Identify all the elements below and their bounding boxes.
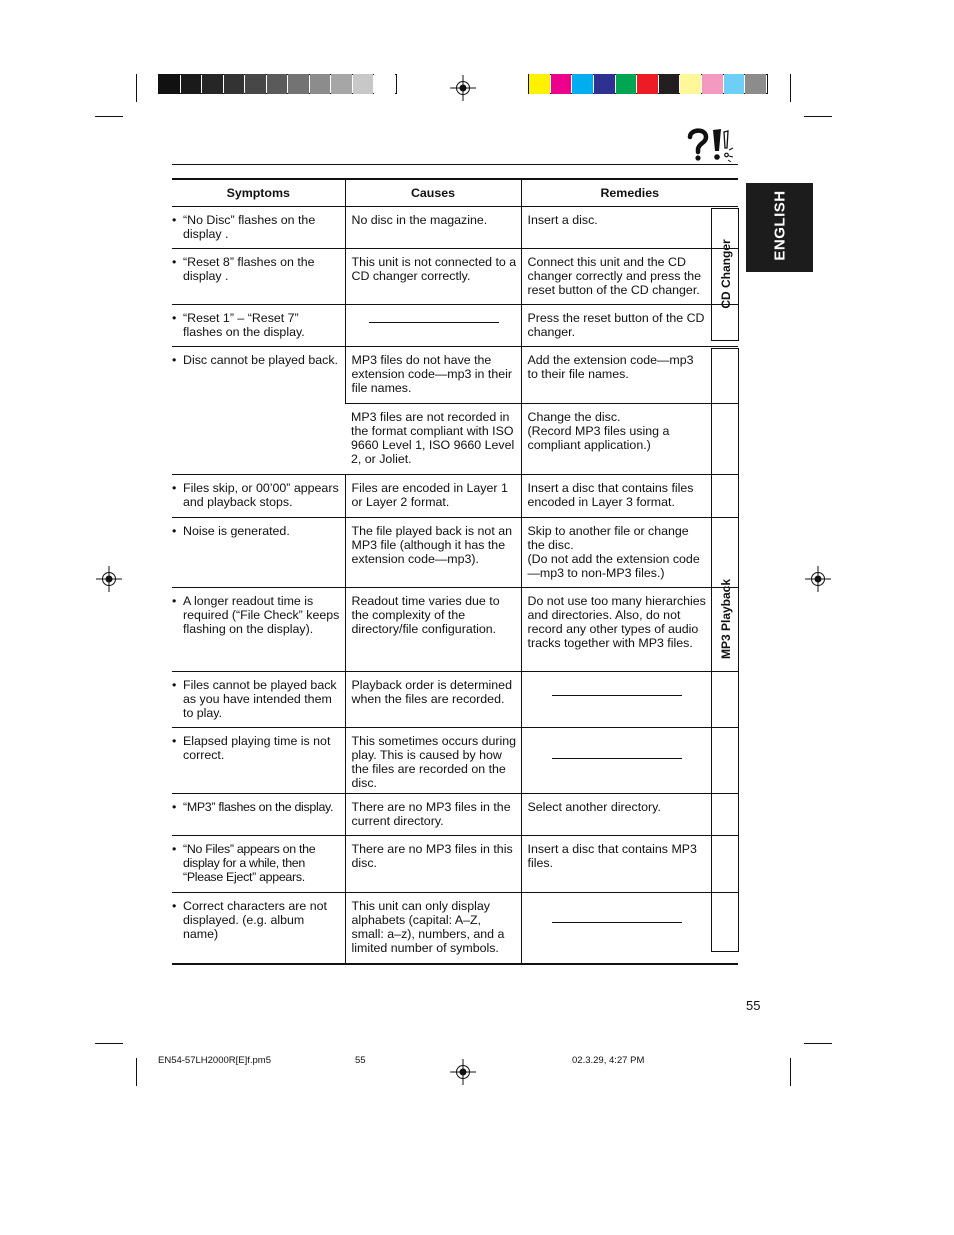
color-swatch xyxy=(331,74,352,94)
cause-text: Readout time varies due to the complexity of the directory/file configuration. xyxy=(351,594,500,636)
bullet: • xyxy=(172,842,177,856)
footer-filename: EN54-57LH2000R[E]f.pm5 xyxy=(158,1055,272,1066)
column-header-remedies: Remedies xyxy=(521,179,738,207)
color-swatch xyxy=(267,74,288,94)
crop-mark xyxy=(136,1058,137,1086)
remedy-text: Insert a disc that contains files encoded in Layer 3 format. xyxy=(527,481,694,509)
remedy-text: Connect this unit and the CD changer correctly and press the reset button of the CD changer. xyxy=(527,255,702,297)
color-swatch xyxy=(745,74,766,94)
color-swatch xyxy=(310,74,331,94)
registration-mark-icon xyxy=(96,566,122,592)
color-swatch xyxy=(702,74,723,94)
table-row xyxy=(172,672,738,728)
symptom-text: “Reset 1” – “Reset 7” flashes on the display. xyxy=(183,311,305,339)
crop-mark xyxy=(804,116,832,117)
footer-timestamp: 02.3.29, 4:27 PM xyxy=(572,1055,645,1066)
remedy-text: Skip to another file or change the disc. (Do not add the extension code—mp3 to non-MP3 files.) xyxy=(527,524,700,580)
header-rule xyxy=(172,164,738,165)
table-row xyxy=(172,728,738,794)
table-row xyxy=(172,893,738,964)
cause-text: Files are encoded in Layer 1 or Layer 2 format. xyxy=(351,481,508,509)
remedy-text: Select another directory. xyxy=(527,800,661,814)
table-row xyxy=(172,249,738,305)
color-calibration-bar xyxy=(528,74,768,94)
symptom-text: Correct characters are not displayed. (e.g. album name) xyxy=(183,899,327,941)
remedy-text: Insert a disc that contains MP3 files. xyxy=(527,842,697,870)
crop-mark xyxy=(804,1043,832,1044)
page-number: 55 xyxy=(746,998,761,1013)
symptom-text: A longer readout time is required (“File Check” keeps flashing on the display). xyxy=(183,594,340,636)
symptom-text: Disc cannot be played back. xyxy=(183,353,338,367)
section-label-mp3-playback: MP3 Playback xyxy=(719,578,733,660)
color-swatch xyxy=(659,74,680,94)
column-header-causes: Causes xyxy=(345,179,521,207)
color-swatch xyxy=(616,74,637,94)
bullet: • xyxy=(172,734,177,748)
color-swatch xyxy=(680,74,701,94)
language-tab-label: ENGLISH xyxy=(771,190,789,261)
symptom-text: Noise is generated. xyxy=(183,524,290,538)
color-swatch xyxy=(181,74,202,94)
remedy-text: Add the extension code—mp3 to their file names. xyxy=(527,353,694,381)
table-row xyxy=(172,305,738,347)
symptom-text: “No Disc” flashes on the display . xyxy=(183,213,316,241)
grayscale-calibration-bar xyxy=(158,74,397,94)
cause-text: The file played back is not an MP3 file (although it has the extension code—mp3). xyxy=(351,524,512,566)
crop-mark xyxy=(95,116,123,117)
table-row xyxy=(172,347,738,404)
remedy-text: Do not use too many hierarchies and directories. Also, do not record any other types of audio tracks together with MP3 files. xyxy=(527,594,706,650)
cause-text: No disc in the magazine. xyxy=(351,213,488,227)
crop-mark xyxy=(95,1043,123,1044)
registration-mark-icon xyxy=(450,1059,476,1085)
color-swatch xyxy=(202,74,223,94)
color-swatch xyxy=(353,74,374,94)
cause-text: Playback order is determined when the files are recorded. xyxy=(351,678,512,706)
footer-page: 55 xyxy=(355,1055,366,1066)
table-row xyxy=(172,475,738,518)
remedy-text: Change the disc. (Record MP3 files using a compliant application.) xyxy=(527,410,670,452)
symptom-text: Files cannot be played back as you have intended them to play. xyxy=(183,678,337,720)
color-swatch xyxy=(594,74,615,94)
bullet: • xyxy=(172,353,177,367)
cause-text: MP3 files do not have the extension code—mp3 in their file names. xyxy=(351,353,512,395)
crop-mark xyxy=(790,74,791,102)
cause-text: There are no MP3 files in this disc. xyxy=(351,842,513,870)
cause-text: This unit can only display alphabets (capital: A–Z, small: a–z), numbers, and a limited number of symbols. xyxy=(351,899,505,955)
color-swatch xyxy=(529,74,550,94)
symptom-text: “MP3” flashes on the display. xyxy=(183,800,334,814)
color-swatch xyxy=(288,74,309,94)
cause-text: MP3 files are not recorded in the format compliant with ISO 9660 Level 1, ISO 9660 Level 2, or Joliet. xyxy=(351,410,515,466)
symptom-text: “Reset 8” flashes on the display . xyxy=(183,255,315,283)
cause-text: There are no MP3 files in the current directory. xyxy=(351,800,511,828)
bullet: • xyxy=(172,213,177,227)
cause-text: This unit is not connected to a CD changer correctly. xyxy=(351,255,517,283)
question-exclamation-icon xyxy=(684,126,734,162)
remedy-text: Press the reset button of the CD changer. xyxy=(527,311,705,339)
color-swatch xyxy=(245,74,266,94)
symptom-text: Files skip, or 00’00” appears and playback stops. xyxy=(183,481,339,509)
bullet: • xyxy=(172,678,177,692)
column-header-symptoms: Symptoms xyxy=(172,179,345,207)
bullet: • xyxy=(172,311,177,325)
bullet: • xyxy=(172,800,177,814)
no-cause-dash xyxy=(369,322,499,323)
table-header-row xyxy=(172,179,738,207)
section-label-cd-changer: CD Changer xyxy=(719,239,733,309)
color-swatch xyxy=(637,74,658,94)
language-tab xyxy=(746,183,813,272)
registration-mark-icon xyxy=(450,75,476,101)
no-remedy-dash xyxy=(552,695,682,696)
troubleshooting-table xyxy=(172,178,738,965)
table-row xyxy=(172,207,738,249)
cause-text: This sometimes occurs during play. This is caused by how the files are recorded on the disc. xyxy=(351,734,517,790)
color-swatch xyxy=(374,74,395,94)
registration-mark-icon xyxy=(805,566,831,592)
remedy-text: Insert a disc. xyxy=(527,213,598,227)
no-remedy-dash xyxy=(552,922,682,923)
table-row xyxy=(172,588,738,672)
color-swatch xyxy=(159,74,180,94)
color-swatch xyxy=(724,74,745,94)
bullet: • xyxy=(172,899,177,913)
color-swatch xyxy=(572,74,593,94)
table-row xyxy=(172,836,738,893)
symptom-text: “No Files” appears on the display for a while, then “Please Eject” appears. xyxy=(183,842,316,884)
no-remedy-dash xyxy=(552,758,682,759)
bullet: • xyxy=(172,255,177,269)
symptom-text: Elapsed playing time is not correct. xyxy=(183,734,331,762)
color-swatch xyxy=(224,74,245,94)
bullet: • xyxy=(172,481,177,495)
crop-mark xyxy=(790,1058,791,1086)
crop-mark xyxy=(136,74,137,102)
bullet: • xyxy=(172,594,177,608)
color-swatch xyxy=(551,74,572,94)
table-row xyxy=(172,794,738,836)
bullet: • xyxy=(172,524,177,538)
table-row xyxy=(172,518,738,588)
